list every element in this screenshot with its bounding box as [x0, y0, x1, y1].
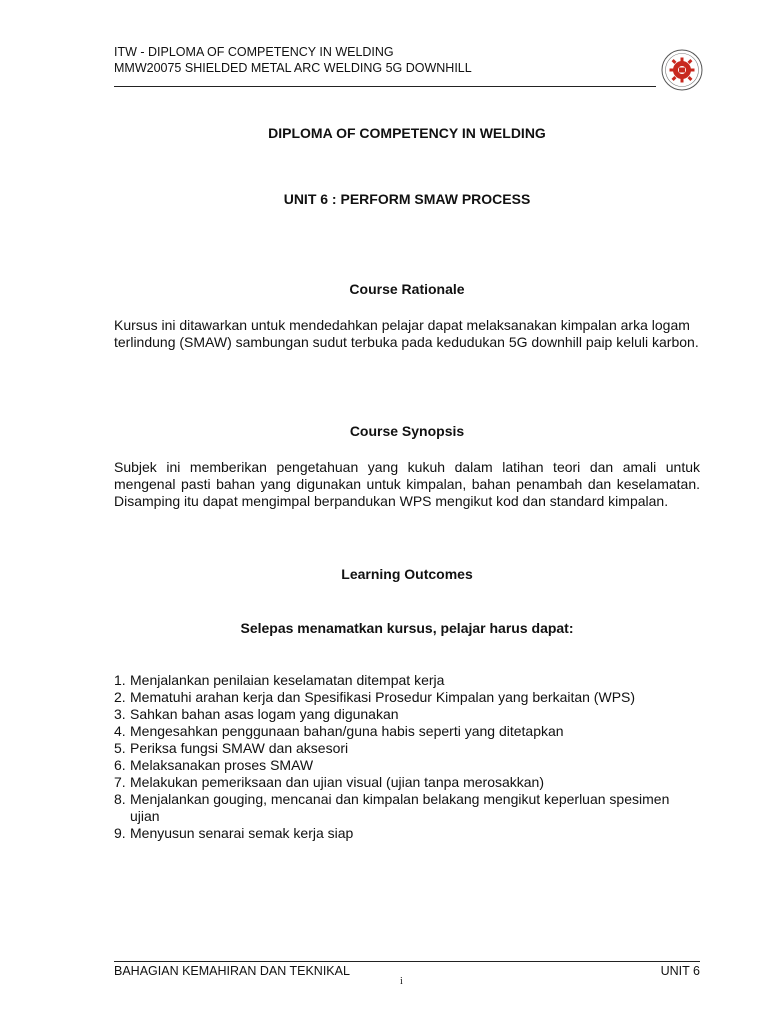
- outcomes-list: [114, 672, 700, 842]
- list-item: [114, 706, 700, 723]
- list-item-number: 4.: [114, 723, 126, 739]
- list-item-number: 9.: [114, 825, 126, 841]
- list-item-text: Periksa fungsi SMAW dan aksesori: [130, 740, 349, 756]
- list-item: [114, 774, 700, 791]
- gear-emblem-icon: [660, 48, 704, 92]
- header-rule: [114, 86, 656, 87]
- page-header: [114, 44, 656, 76]
- list-item-number: 5.: [114, 740, 126, 756]
- list-item: [114, 689, 700, 706]
- list-item-number: 3.: [114, 706, 126, 722]
- header-line-1: ITW - DIPLOMA OF COMPETENCY IN WELDING: [114, 45, 394, 59]
- list-item-text: Mengesahkan penggunaan bahan/guna habis seperti yang ditetapkan: [130, 723, 564, 739]
- list-item-number: 2.: [114, 689, 126, 705]
- list-item-text: Sahkan bahan asas logam yang digunakan: [130, 706, 399, 722]
- list-item-number: 1.: [114, 672, 126, 688]
- list-item-text: Menjalankan gouging, mencanai dan kimpalan belakang mengikut keperluan spesimen ujian: [130, 791, 670, 824]
- unit-title: UNIT 6 : PERFORM SMAW PROCESS: [283, 191, 531, 207]
- list-item-number: 7.: [114, 774, 126, 790]
- document-title: DIPLOMA OF COMPETENCY IN WELDING: [268, 125, 546, 141]
- header-line-2: MMW20075 SHIELDED METAL ARC WELDING 5G DOWNHILL: [114, 61, 472, 75]
- list-item: [114, 723, 700, 740]
- list-item-text: Melaksanakan proses SMAW: [130, 757, 314, 773]
- list-item-text: Menjalankan penilaian keselamatan ditempat kerja: [130, 672, 445, 688]
- outcomes-heading: Learning Outcomes: [341, 566, 473, 582]
- footer-unit: UNIT 6: [660, 964, 700, 978]
- list-item: [114, 672, 700, 689]
- list-item-text: Menyusun senarai semak kerja siap: [130, 825, 354, 841]
- list-item-number: 6.: [114, 757, 126, 773]
- page-number: i: [400, 976, 403, 987]
- rationale-heading: Course Rationale: [349, 281, 465, 297]
- rationale-text: Kursus ini ditawarkan untuk mendedahkan pelajar dapat melaksanakan kimpalan arka logam terlindung (SMAW) sambungan sudut terbuka pada kedudukan 5G downhill paip keluli karbon.: [114, 317, 699, 350]
- list-item-number: 8.: [114, 791, 126, 807]
- list-item-text: Mematuhi arahan kerja dan Spesifikasi Prosedur Kimpalan yang berkaitan (WPS): [130, 689, 636, 705]
- list-item-text: Melakukan pemeriksaan dan ujian visual (ujian tanpa merosakkan): [130, 774, 545, 790]
- synopsis-heading: Course Synopsis: [349, 423, 465, 439]
- footer-department: BAHAGIAN KEMAHIRAN DAN TEKNIKAL: [114, 964, 350, 978]
- list-item: [114, 757, 700, 774]
- outcomes-subheading: Selepas menamatkan kursus, pelajar harus dapat:: [240, 620, 574, 636]
- list-item: [114, 825, 700, 842]
- list-item: [114, 791, 700, 825]
- footer-rule: [114, 961, 700, 962]
- synopsis-text: Subjek ini memberikan pengetahuan yang kukuh dalam latihan teori dan amali untuk mengenal pasti bahan yang digunakan untuk kimpalan, bahan penambah dan keselamatan. Disamping itu dapat mengimpal berpandukan WPS mengikut kod dan standard kimpalan.: [114, 459, 700, 509]
- list-item: [114, 740, 700, 757]
